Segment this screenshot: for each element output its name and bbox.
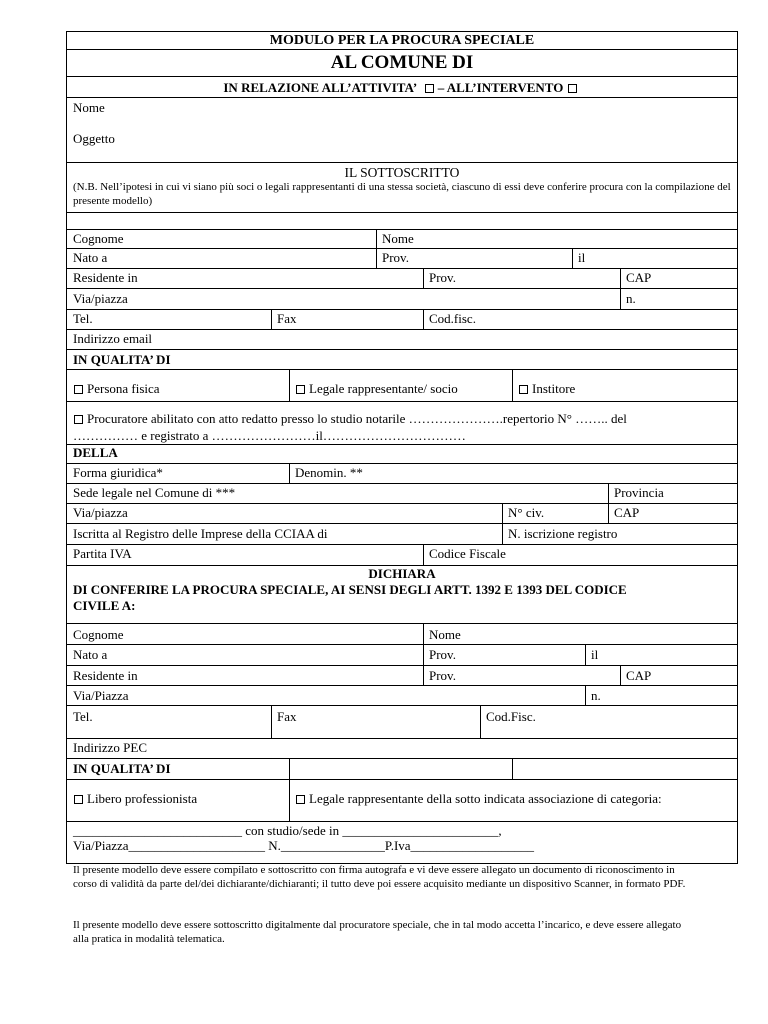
residente-field[interactable]: Residente in bbox=[73, 668, 138, 683]
institore-option[interactable] bbox=[513, 381, 733, 396]
pec-field[interactable]: Indirizzo PEC bbox=[73, 740, 148, 755]
tel-field[interactable]: Tel. bbox=[73, 709, 93, 724]
prov-field[interactable]: Prov. bbox=[429, 647, 456, 662]
rule bbox=[66, 162, 738, 163]
rule bbox=[66, 97, 738, 98]
legale-rappresentante-option[interactable] bbox=[290, 381, 510, 396]
via-field[interactable]: Via/Piazza bbox=[73, 688, 129, 703]
legale-associazione-label: Legale rappresentante della sotto indicata associazione di categoria: bbox=[309, 791, 662, 806]
persona-fisica-label: Persona fisica bbox=[87, 381, 160, 396]
rule bbox=[66, 705, 738, 706]
rule bbox=[66, 268, 738, 269]
studio-line-2[interactable]: Via/Piazza_____________________ N.________________P.Iva___________________ bbox=[73, 838, 535, 853]
relazione-label: IN RELAZIONE ALL’ATTIVITA’ bbox=[223, 80, 418, 95]
intervento-checkbox[interactable] bbox=[568, 84, 577, 93]
fax-field[interactable]: Fax bbox=[277, 311, 297, 326]
col-rule bbox=[512, 758, 513, 779]
denominazione-field[interactable]: Denomin. ** bbox=[295, 465, 363, 480]
rule bbox=[66, 463, 738, 464]
rule bbox=[66, 544, 738, 545]
rule bbox=[66, 369, 738, 370]
sottoscritto-note: (N.B. Nell’ipotesi in cui vi siano più soci o legali rappresentanti di una stessa società, ciascuno di essi deve conferire procura con la compilazione del presente modello) bbox=[73, 181, 731, 207]
nome-field[interactable]: Nome bbox=[73, 100, 105, 115]
civico-field[interactable]: n. bbox=[591, 688, 601, 703]
attivita-checkbox[interactable] bbox=[425, 84, 434, 93]
persona-fisica-option[interactable] bbox=[68, 381, 288, 396]
via-field[interactable]: Via/piazza bbox=[73, 291, 128, 306]
rule bbox=[66, 623, 738, 624]
rule bbox=[66, 779, 738, 780]
rule bbox=[66, 349, 738, 350]
rule bbox=[66, 401, 738, 402]
rule bbox=[66, 288, 738, 289]
numero-iscrizione-field[interactable]: N. iscrizione registro bbox=[508, 526, 618, 541]
provincia-field[interactable]: Provincia bbox=[614, 485, 664, 500]
procuratore-line-2: …………… e registrato a ……………………il…………………………… bbox=[73, 428, 466, 443]
cap-field[interactable]: CAP bbox=[626, 270, 652, 285]
qualita-heading: IN QUALITA’ DI bbox=[73, 761, 171, 776]
rule bbox=[66, 644, 738, 645]
rule bbox=[66, 329, 738, 330]
nome-field[interactable]: Nome bbox=[429, 627, 461, 642]
libero-professionista-option[interactable] bbox=[68, 791, 283, 806]
oggetto-field[interactable]: Oggetto bbox=[73, 131, 115, 146]
il-field[interactable]: il bbox=[578, 250, 586, 265]
persona-fisica-checkbox[interactable] bbox=[74, 385, 83, 394]
legale-rappresentante-label: Legale rappresentante/ socio bbox=[309, 381, 458, 396]
intervento-label: – ALL’INTERVENTO bbox=[437, 80, 564, 95]
prov2-field[interactable]: Prov. bbox=[429, 668, 456, 683]
cap-field[interactable]: CAP bbox=[626, 668, 652, 683]
sottoscritto-heading: IL SOTTOSCRITTO bbox=[344, 165, 460, 180]
rule bbox=[66, 523, 738, 524]
rule bbox=[66, 248, 738, 249]
della-heading: DELLA bbox=[73, 445, 118, 460]
legale-associazione-option[interactable] bbox=[290, 791, 736, 806]
col-rule bbox=[289, 758, 290, 821]
prov2-field[interactable]: Prov. bbox=[429, 270, 456, 285]
procuratore-checkbox[interactable] bbox=[74, 415, 83, 424]
email-field[interactable]: Indirizzo email bbox=[73, 331, 153, 346]
civico-field[interactable]: n. bbox=[626, 291, 636, 306]
il-field[interactable]: il bbox=[591, 647, 599, 662]
iscrizione-cciaa-field[interactable]: Iscritta al Registro delle Imprese della CCIAA di bbox=[73, 526, 328, 541]
nato-a-field[interactable]: Nato a bbox=[73, 647, 108, 662]
procuratore-option[interactable] bbox=[68, 411, 736, 426]
rule bbox=[66, 665, 738, 666]
rule bbox=[66, 758, 738, 759]
relazione-line bbox=[66, 78, 738, 97]
legale-associazione-checkbox[interactable] bbox=[296, 795, 305, 804]
nome-field[interactable]: Nome bbox=[382, 231, 414, 246]
tel-field[interactable]: Tel. bbox=[73, 311, 93, 326]
rule bbox=[66, 685, 738, 686]
rule bbox=[66, 738, 738, 739]
cognome-field[interactable]: Cognome bbox=[73, 627, 124, 642]
rule bbox=[66, 309, 738, 310]
fax-field[interactable]: Fax bbox=[277, 709, 297, 724]
rule bbox=[66, 229, 738, 230]
comune-heading: AL COMUNE DI bbox=[330, 52, 474, 73]
sede-legale-field[interactable]: Sede legale nel Comune di *** bbox=[73, 485, 236, 500]
prov-field[interactable]: Prov. bbox=[382, 250, 409, 265]
footer-note-1: Il presente modello deve essere compilato e sottoscritto con firma autografa e vi deve essere allegato un documento di riconoscimento in corso di validità da parte del/dei dichiarante/dichiaranti; il tutto deve poi essere acquisito mediante un dispositivo Scanner, in formato PDF. bbox=[73, 864, 686, 890]
cap-field[interactable]: CAP bbox=[614, 505, 640, 520]
rule bbox=[66, 503, 738, 504]
dichiara-heading: DICHIARA bbox=[368, 566, 436, 581]
libero-professionista-label: Libero professionista bbox=[87, 791, 198, 806]
codice-fiscale-field[interactable]: Codice Fiscale bbox=[429, 546, 506, 561]
codfisc-field[interactable]: Cod.fisc. bbox=[429, 311, 476, 326]
libero-professionista-checkbox[interactable] bbox=[74, 795, 83, 804]
via-field[interactable]: Via/piazza bbox=[73, 505, 128, 520]
institore-checkbox[interactable] bbox=[519, 385, 528, 394]
forma-giuridica-field[interactable]: Forma giuridica* bbox=[73, 465, 163, 480]
rule bbox=[66, 212, 738, 213]
legale-rappresentante-checkbox[interactable] bbox=[296, 385, 305, 394]
dichiara-line-1: DI CONFERIRE LA PROCURA SPECIALE, AI SENSI DEGLI ARTT. 1392 E 1393 DEL CODICE bbox=[73, 582, 627, 597]
codfisc-field[interactable]: Cod.Fisc. bbox=[486, 709, 536, 724]
rule bbox=[66, 821, 738, 822]
cognome-field[interactable]: Cognome bbox=[73, 231, 124, 246]
institore-label: Institore bbox=[532, 381, 576, 396]
residente-field[interactable]: Residente in bbox=[73, 270, 138, 285]
studio-line-1[interactable]: __________________________ con studio/sede in ________________________, bbox=[73, 823, 502, 838]
partita-iva-field[interactable]: Partita IVA bbox=[73, 546, 132, 561]
footer-note-2: Il presente modello deve essere sottoscritto digitalmente dal procuratore speciale, che in tal modo accetta l’incarico, e deve essere allegato alla pratica in modalità telematica. bbox=[73, 919, 682, 945]
rule bbox=[66, 76, 738, 77]
procuratore-line-1: Procuratore abilitato con atto redatto presso lo studio notarile ………………….repertorio N° …….. del bbox=[87, 411, 627, 426]
rule bbox=[66, 483, 738, 484]
dichiara-line-2: CIVILE A: bbox=[73, 598, 136, 613]
qualita-heading: IN QUALITA’ DI bbox=[73, 352, 171, 367]
form-title: MODULO PER LA PROCURA SPECIALE bbox=[269, 33, 535, 48]
nato-a-field[interactable]: Nato a bbox=[73, 250, 108, 265]
civico-field[interactable]: N° civ. bbox=[508, 505, 545, 520]
